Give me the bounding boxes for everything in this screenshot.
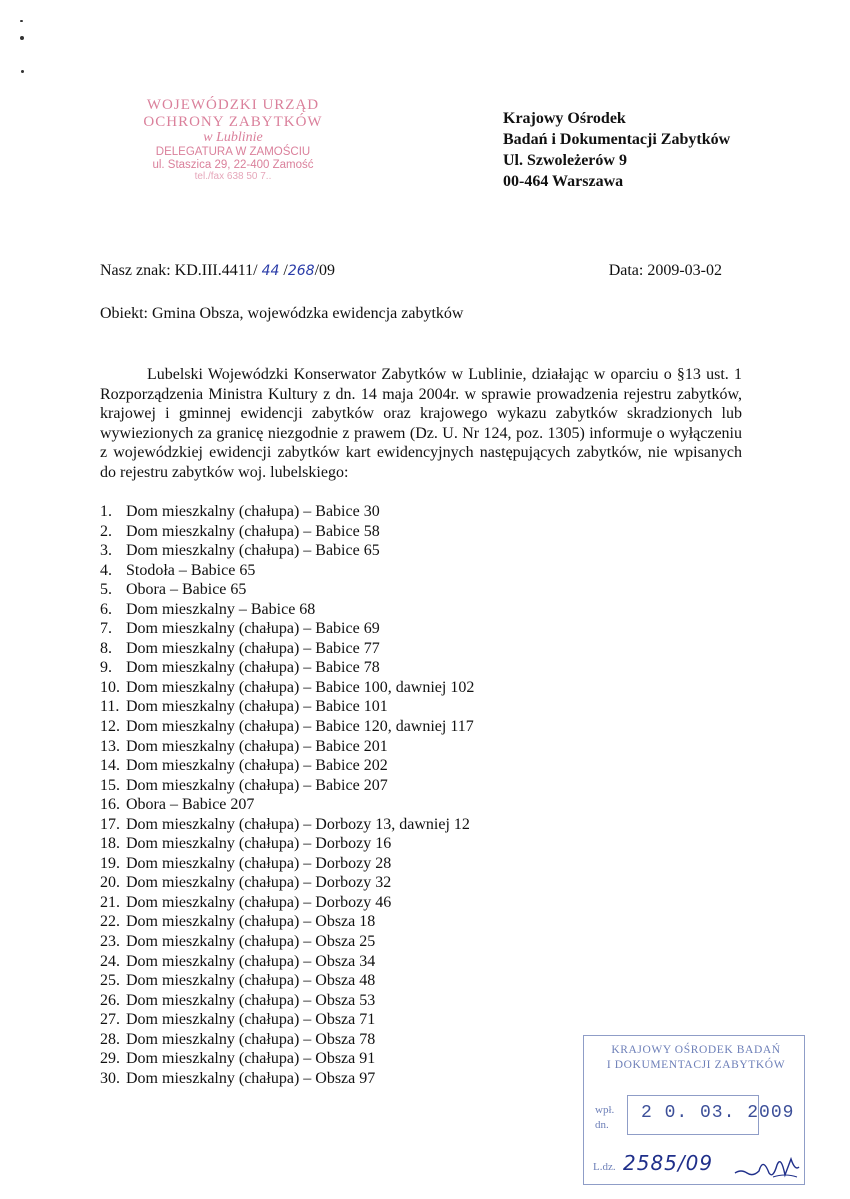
scan-speck <box>20 36 24 40</box>
list-item <box>100 522 474 542</box>
receipt-date: 2 0. 03. 2009 <box>641 1103 795 1123</box>
list-item-number: 28. <box>100 1030 120 1048</box>
list-item-text: Dom mieszkalny (chałupa) – Babice 78 <box>126 659 380 677</box>
reference-handwritten-number: 268 <box>287 263 315 279</box>
list-item-text: Dom mieszkalny (chałupa) – Babice 69 <box>126 620 380 638</box>
list-item-number: 7. <box>100 620 112 638</box>
list-item-text: Stodoła – Babice 65 <box>126 561 256 579</box>
list-item-text: Dom mieszkalny (chałupa) – Dorbozy 46 <box>126 893 392 911</box>
list-item-text: Dom mieszkalny (chałupa) – Dorbozy 32 <box>126 874 392 892</box>
sender-stamp <box>108 98 358 182</box>
list-item <box>100 854 474 874</box>
list-item <box>100 991 474 1011</box>
list-item <box>100 580 474 600</box>
reference-separator: / <box>283 262 288 279</box>
list-item <box>100 678 474 698</box>
list-item-number: 20. <box>100 874 120 892</box>
list-item-text: Obora – Babice 207 <box>126 796 255 814</box>
reference-prefix: Nasz znak: KD.III.4411/ <box>100 262 258 279</box>
list-item <box>100 971 474 991</box>
list-item-number: 10. <box>100 678 120 696</box>
list-item <box>100 600 474 620</box>
list-item-number: 6. <box>100 600 112 618</box>
body-paragraph <box>100 365 742 483</box>
list-item-number: 17. <box>100 815 120 833</box>
list-item-number: 3. <box>100 542 112 560</box>
list-item-number: 30. <box>100 1069 120 1087</box>
list-item-number: 12. <box>100 718 120 736</box>
list-item <box>100 658 474 678</box>
list-item <box>100 776 474 796</box>
recipient-line: 00-464 Warszawa <box>503 173 624 190</box>
list-item-number: 1. <box>100 503 112 520</box>
sender-stamp-line: WOJEWÓDZKI URZĄD <box>146 97 320 113</box>
list-item <box>100 541 474 561</box>
signature-scribble <box>733 1151 803 1183</box>
list-item-text: Dom mieszkalny (chałupa) – Obsza 34 <box>126 952 376 970</box>
list-item-text: Dom mieszkalny (chałupa) – Babice 30 <box>126 503 380 520</box>
receipt-ldz-label: L.dz. <box>593 1161 616 1173</box>
list-item-number: 9. <box>100 659 112 677</box>
monument-list <box>100 502 474 1088</box>
recipient-line: Ul. Szwoleżerów 9 <box>503 152 627 169</box>
list-item-number: 22. <box>100 913 120 931</box>
list-item-number: 26. <box>100 991 120 1009</box>
list-item-number: 2. <box>100 522 112 540</box>
reference-suffix: /09 <box>314 262 336 279</box>
list-item-text: Dom mieszkalny (chałupa) – Dorbozy 16 <box>126 835 392 853</box>
list-item <box>100 639 474 659</box>
list-item <box>100 873 474 893</box>
list-item-text: Dom mieszkalny (chałupa) – Obsza 91 <box>126 1050 376 1068</box>
list-item-number: 13. <box>100 737 120 755</box>
list-item <box>100 893 474 913</box>
receipt-stamp-header-line: I DOKUMENTACJI ZABYTKÓW <box>606 1059 786 1071</box>
list-item-text: Dom mieszkalny (chałupa) – Babice 100, dawniej 102 <box>126 678 475 696</box>
list-item-text: Dom mieszkalny (chałupa) – Babice 77 <box>126 639 380 657</box>
sender-stamp-line: ul. Staszica 29, 22-400 Zamość <box>152 158 314 171</box>
list-item-number: 14. <box>100 757 120 775</box>
list-item-text: Dom mieszkalny (chałupa) – Dorbozy 28 <box>126 854 392 872</box>
list-item <box>100 1010 474 1030</box>
list-item <box>100 912 474 932</box>
receipt-wpl-label: wpł. <box>595 1104 615 1116</box>
list-item <box>100 561 474 581</box>
list-item-text: Dom mieszkalny (chałupa) – Obsza 53 <box>126 991 376 1009</box>
list-item-number: 16. <box>100 796 120 814</box>
list-item-text: Dom mieszkalny (chałupa) – Babice 101 <box>126 698 388 716</box>
list-item <box>100 1069 474 1089</box>
list-item <box>100 952 474 972</box>
list-item-text: Dom mieszkalny (chałupa) – Obsza 78 <box>126 1030 376 1048</box>
list-item <box>100 717 474 737</box>
list-item-text: Obora – Babice 65 <box>126 581 247 599</box>
list-item <box>100 932 474 952</box>
list-item-text: Dom mieszkalny (chałupa) – Obsza 48 <box>126 972 376 990</box>
list-item <box>100 737 474 757</box>
reference-line <box>100 262 722 280</box>
receipt-stamp-labels <box>595 1103 614 1133</box>
receipt-ldz-number: 2585/09 <box>623 1151 714 1175</box>
list-item-number: 11. <box>100 698 120 716</box>
list-item <box>100 815 474 835</box>
receipt-stamp-header-line: KRAJOWY OŚRODEK BADAŃ <box>611 1044 781 1056</box>
list-item-text: Dom mieszkalny (chałupa) – Babice 120, dawniej 117 <box>126 718 474 736</box>
sender-stamp-line: OCHRONY ZABYTKÓW <box>143 114 323 130</box>
body-paragraph-text: Lubelski Wojewódzki Konserwator Zabytków w Lublinie, działając w oparciu o §13 ust. 1 Rozporządzenia Ministra Kultury z dn. 14 maja 2004r. w sprawie prowadzenia rejestru zabytków, krajowej i gminnej ewidencji zabytków oraz krajowego wykazu zabytków skradzionych lub wywiezionych za granicę niezgodnie z prawem (Dz. U. Nr 124, poz. 1305) informuje o wyłączeniu z wojewódzkiej ewidencji zabytków kart ewidencyjnych następujących zabytków, nie wpisanych do rejestru zabytków woj. lubelskiego: <box>100 366 742 481</box>
list-item-number: 24. <box>100 952 120 970</box>
receipt-dn-label: dn. <box>595 1119 609 1131</box>
object-line: Obiekt: Gmina Obsza, wojewódzka ewidencja zabytków <box>100 305 464 322</box>
list-item <box>100 697 474 717</box>
list-item <box>100 619 474 639</box>
scan-speck <box>21 70 24 73</box>
list-item <box>100 1049 474 1069</box>
recipient-line: Krajowy Ośrodek <box>503 110 626 127</box>
list-item-number: 27. <box>100 1011 120 1029</box>
letter-date: Data: 2009-03-02 <box>608 262 722 279</box>
list-item-number: 4. <box>100 561 112 579</box>
list-item-text: Dom mieszkalny (chałupa) – Obsza 71 <box>126 1011 376 1029</box>
list-item-number: 23. <box>100 933 120 951</box>
list-item-number: 5. <box>100 581 112 599</box>
sender-stamp-line: DELEGATURA W ZAMOŚCIU <box>155 146 311 158</box>
recipient-address <box>503 108 730 192</box>
receipt-stamp-header <box>591 1043 801 1073</box>
recipient-line: Badań i Dokumentacji Zabytków <box>503 131 731 148</box>
list-item-number: 25. <box>100 972 120 990</box>
sender-stamp-line: w Lublinie <box>203 130 263 145</box>
list-item-text: Dom mieszkalny (chałupa) – Babice 201 <box>126 737 388 755</box>
list-item-text: Dom mieszkalny – Babice 68 <box>126 600 316 618</box>
list-item <box>100 1030 474 1050</box>
list-item-text: Dom mieszkalny (chałupa) – Dorbozy 13, dawniej 12 <box>126 815 470 833</box>
list-item <box>100 795 474 815</box>
list-item-number: 8. <box>100 639 112 657</box>
list-item <box>100 756 474 776</box>
list-item-text: Dom mieszkalny (chałupa) – Babice 202 <box>126 757 388 775</box>
list-item <box>100 834 474 854</box>
list-item-number: 29. <box>100 1050 120 1068</box>
list-item-number: 15. <box>100 776 120 794</box>
list-item-number: 21. <box>100 893 120 911</box>
sender-stamp-line: tel./fax 638 50 7.. <box>194 171 272 182</box>
list-item-text: Dom mieszkalny (chałupa) – Babice 58 <box>126 522 380 540</box>
receipt-stamp <box>583 1035 805 1185</box>
list-item-text: Dom mieszkalny (chałupa) – Obsza 97 <box>126 1069 376 1087</box>
list-item-text: Dom mieszkalny (chałupa) – Obsza 18 <box>126 913 376 931</box>
list-item-number: 18. <box>100 835 120 853</box>
list-item-text: Dom mieszkalny (chałupa) – Babice 207 <box>126 776 388 794</box>
scan-speck <box>20 20 23 22</box>
list-item-text: Dom mieszkalny (chałupa) – Babice 65 <box>126 542 380 560</box>
list-item <box>100 502 474 522</box>
list-item-text: Dom mieszkalny (chałupa) – Obsza 25 <box>126 933 376 951</box>
reference-handwritten-number: 44 <box>261 263 280 279</box>
list-item-number: 19. <box>100 854 120 872</box>
